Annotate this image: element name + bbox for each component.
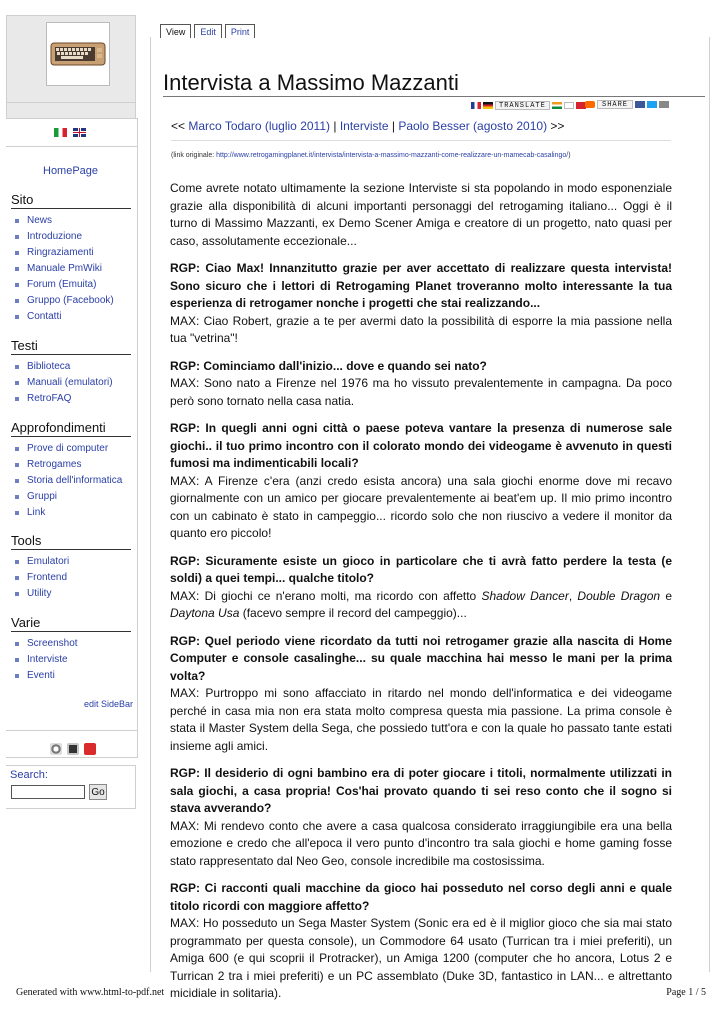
sidebar-divider — [6, 730, 138, 731]
question: RGP: In quegli anni ogni città o paese poteva vantare la presenza di numerose sale giochi.. il tuo primo incontro con il colorato mondo dei videogame è avvenuto in questi fumosi ma indimenticabili locali? — [170, 421, 672, 470]
qa-block — [170, 260, 672, 348]
sidebar-item-frontend[interactable]: Frontend — [27, 572, 68, 583]
translate-widget[interactable] — [471, 100, 586, 111]
search-panel — [6, 765, 136, 809]
computer-logo-icon — [47, 23, 109, 85]
answer — [170, 589, 672, 621]
original-link-suffix: ) — [568, 152, 571, 159]
footer-generator: Generated with www.html-to-pdf.net — [16, 987, 165, 998]
sidebar-heading: Sito — [11, 192, 131, 209]
answer: MAX: Mi rendevo conto che avere a casa qualcosa considerato irraggiungibile era una bella emozione e credo che all'epoca il vero punto d'incontro tra sala giochi e home gaming fosse stato rappresentato dal Neo Geo, console incredibile ma costosissima. — [170, 818, 672, 868]
sidebar-item-storia[interactable]: Storia dell'informatica — [27, 475, 123, 486]
sidebar-panel — [6, 118, 138, 758]
share-label[interactable]: SHARE — [597, 100, 633, 109]
qa-block — [170, 633, 672, 756]
trail-separator: | — [391, 119, 395, 133]
next-marker: >> — [550, 119, 565, 133]
search-label: Search: — [10, 769, 48, 781]
qa-block — [170, 420, 672, 543]
question: RGP: Ciao Max! Innanzitutto grazie per aver accettato di realizzare questa intervista! Sono sicuro che i lettori di Retrogaming Planet troveranno molto interessante la tua esperienza di retrogamer nonche i progetti che stai realizzando... — [170, 261, 672, 310]
question: RGP: Ci racconti quali macchine da gioco hai posseduto nel corso degli anni e quale titolo ricordi con maggiore affetto? — [170, 881, 672, 913]
sidebar-heading: Tools — [11, 533, 131, 550]
answer-text: e — [660, 588, 673, 603]
share-widget[interactable] — [585, 100, 669, 109]
prev-interview-link[interactable]: Marco Todaro (luglio 2011) — [188, 119, 330, 133]
sidebar-heading: Varie — [11, 615, 131, 632]
tool-icons — [50, 743, 96, 755]
sidebar-item-eventi[interactable]: Eventi — [27, 670, 55, 681]
sidebar-item-emulatori[interactable]: Emulatori — [27, 556, 70, 567]
edit-sidebar-link[interactable]: edit SideBar — [83, 699, 133, 709]
logo-panel — [6, 15, 136, 121]
answer: MAX: Ho posseduto un Sega Master System (Sonic era ed è il miglior gioco che sia mai stato programmato per questa console), un Commodore 64 usato (Turrican tra i miei preferiti), un Amiga 600 (e qui scoprii il Protracker), un Amiga 1200 (computer che ho ancora, Lotus 2 e Turrican 2 tra i miei preferiti) e un PC assemblato (Duke 3D, fantastico in LAN... e altrettanto micidiale in solitaria). — [170, 916, 672, 1000]
facebook-icon[interactable] — [635, 101, 645, 108]
search-tool-icon[interactable] — [50, 743, 62, 755]
sidebar-item-forum[interactable]: Forum (Emuita) — [27, 279, 97, 290]
page-actions — [160, 24, 258, 38]
qa-block — [170, 880, 672, 1003]
sidebar-item-manuali[interactable]: Manuali (emulatori) — [27, 377, 113, 388]
prev-marker: << — [171, 119, 186, 133]
interviste-index-link[interactable]: Interviste — [339, 119, 389, 133]
answer: MAX: Purtroppo mi sono affacciato in ritardo nel mondo dell'informatica e dei videogame perché in casa mia non era stata molto compresa questa mia passione. La prima console è stata il Master System della Sega, che possiedo tutt'ora e con la quale ho passato tante estati insieme agli amici. — [170, 686, 672, 753]
sidebar-item-utility[interactable]: Utility — [27, 588, 52, 599]
print-tab[interactable]: Print — [225, 24, 256, 38]
sidebar-section-sito — [11, 192, 131, 325]
sidebar-item-link[interactable]: Link — [27, 507, 46, 518]
article-intro: Come avrete notato ultimamente la sezione Interviste si sta popolando in modo esponenziale grazie alla disponibilità di alcuni importanti personaggi del retrogaming italiano... Oggi è il turno di Massimo Mazzanti, ex Demo Scener Amiga e creatore di un progetto, nato quasi per caso, assolutamente eccezionale... — [170, 181, 672, 248]
answer: MAX: A Firenze c'era (anzi credo esista ancora) una sala giochi enorme dove mi recavo giornalmente con un amico per giocare prevalentemente ai beat'em up. Il mio primo incontro con un cabinato è stato in campeggio... ricordo solo che non riuscivo a vedere il monitor da quanto ero piccolo! — [170, 473, 672, 540]
more-share-icon[interactable] — [659, 101, 669, 108]
search-go-button[interactable]: Go — [89, 784, 107, 800]
trail-divider — [171, 140, 671, 141]
japanese-flag-icon[interactable] — [564, 102, 574, 109]
sidebar-item-homepage[interactable]: HomePage — [43, 165, 99, 177]
sidebar-section-testi — [11, 338, 131, 407]
original-link-prefix: (link originale: — [171, 152, 217, 159]
sidebar-item-gruppo[interactable]: Gruppo (Facebook) — [27, 295, 114, 306]
search-input[interactable] — [11, 785, 85, 799]
sidebar-item-contatti[interactable]: Contatti — [27, 311, 62, 322]
sidebar-heading: Testi — [11, 338, 131, 355]
qa-block — [170, 765, 672, 870]
sidebar-item-retrofaq[interactable]: RetroFAQ — [27, 393, 72, 404]
question: RGP: Quel periodo viene ricordato da tutti noi retrogamer grazie alla nascita di Home Computer e console casalinghe... su quale macchina hai messo le mani per la prima volta? — [170, 633, 672, 683]
sidebar-section-varie — [11, 615, 131, 684]
answer: MAX: Ciao Robert, grazie a te per avermi dato la possibilità di esporre la mia passione nella tua "vetrina"! — [170, 313, 672, 345]
answer-text: (facevo sempre il record del campeggio)... — [239, 606, 467, 620]
french-flag-icon[interactable] — [471, 102, 481, 109]
sidebar-item-gruppi[interactable]: Gruppi — [27, 491, 58, 502]
sidebar-item-screenshot[interactable]: Screenshot — [27, 638, 78, 649]
sidebar-item-introduzione[interactable]: Introduzione — [27, 231, 83, 242]
sidebar-item-manuale-pmwiki[interactable]: Manuale PmWiki — [27, 263, 103, 274]
original-link-url[interactable]: http://www.retrogamingplanet.it/intervista/intervista-a-massimo-mazzanti-come-realizzare-un-mamecab-casalingo/ — [216, 152, 569, 159]
sidebar-item-interviste[interactable]: Interviste — [27, 654, 68, 665]
question: RGP: Il desiderio di ogni bambino era di poter giocare i titoli, normalmente utilizzati in sala giochi, a casa propria! Cos'hai provato quando ti sei reso conto che il sogno si stava avverando? — [170, 766, 672, 815]
answer: MAX: Sono nato a Firenze nel 1976 ma ho vissuto prevalentemente in campagna. Da poco però sono tornato nella casa natia. — [170, 376, 672, 408]
page-title: Intervista a Massimo Mazzanti — [163, 70, 459, 95]
qa-block — [170, 553, 672, 623]
answer-text: MAX: Di giochi ce n'erano molti, ma ricordo con affetto — [170, 588, 482, 603]
edit-tab[interactable]: Edit — [194, 24, 222, 38]
german-flag-icon[interactable] — [483, 102, 493, 109]
print-icon[interactable] — [67, 743, 79, 755]
question: RGP: Sicuramente esiste un gioco in particolare che ti avrà fatto perdere la testa (e soldi) a quei tempi... qualche titolo? — [170, 553, 672, 585]
next-interview-link[interactable]: Paolo Besser (agosto 2010) — [398, 119, 548, 133]
article-body — [170, 180, 672, 1013]
game-title: Shadow Dancer — [481, 588, 569, 603]
logo-divider — [7, 102, 135, 103]
sidebar-item-news[interactable]: News — [27, 215, 53, 226]
pdf-icon[interactable] — [84, 743, 96, 755]
question: RGP: Cominciamo dall'inizio... dove e quando sei nato? — [170, 358, 487, 373]
english-flag-icon[interactable] — [73, 128, 86, 137]
sidebar-heading: Approfondimenti — [11, 420, 131, 437]
sidebar-item-biblioteca[interactable]: Biblioteca — [27, 361, 71, 372]
sidebar-item-retrogames[interactable]: Retrogames — [27, 459, 82, 470]
game-title: Double Dragon — [577, 588, 661, 603]
trail-separator: | — [333, 119, 337, 133]
sidebar-item-prove-di-computer[interactable]: Prove di computer — [27, 443, 109, 454]
sidebar-section-tools — [11, 533, 131, 602]
italian-flag-icon[interactable] — [54, 128, 67, 137]
sidebar-section-approfondimenti — [11, 420, 131, 521]
translate-label[interactable]: TRANSLATE — [495, 101, 550, 110]
sidebar-item-ringraziamenti[interactable]: Ringraziamenti — [27, 247, 94, 258]
view-tab[interactable]: View — [160, 24, 191, 38]
breadcrumb — [171, 119, 564, 133]
game-title: Daytona Usa — [170, 606, 240, 620]
site-logo[interactable] — [46, 22, 110, 86]
footer-page-number: Page 1 / 5 — [666, 987, 706, 998]
original-link — [171, 152, 571, 159]
language-selector — [54, 128, 86, 137]
sidebar-divider — [6, 146, 138, 147]
indian-flag-icon[interactable] — [552, 102, 562, 109]
twitter-icon[interactable] — [647, 101, 657, 108]
qa-block — [170, 358, 672, 411]
share-plus-icon[interactable] — [585, 101, 595, 108]
title-underline — [163, 96, 705, 97]
answer-text: , — [568, 588, 578, 603]
